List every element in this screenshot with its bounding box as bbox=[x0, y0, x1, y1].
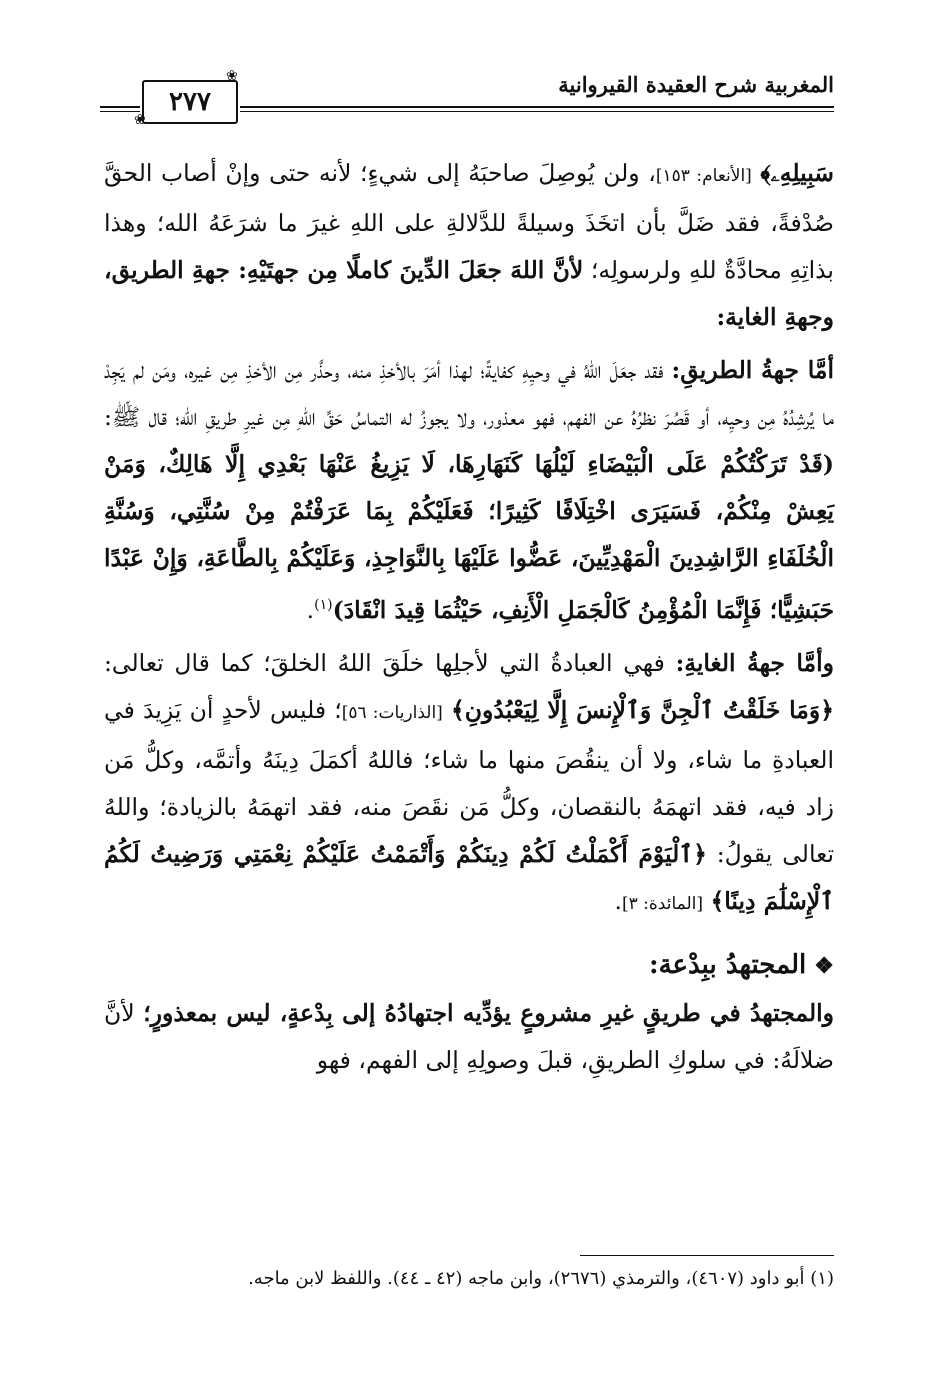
paragraph bbox=[104, 347, 834, 634]
header-rule-thin bbox=[240, 111, 834, 112]
ornament-icon: ❀ bbox=[134, 112, 146, 128]
paragraph-lead: وأمَّا جهةُ الغايةِ: bbox=[675, 648, 834, 677]
verse-reference: [الذاريات: ٥٦] bbox=[341, 702, 443, 723]
header-left-rule bbox=[100, 106, 140, 108]
section-heading bbox=[104, 942, 834, 990]
section-title: المجتهدُ ببِدْعة: bbox=[648, 949, 807, 980]
verse-reference: [الأنعام: ١٥٣] bbox=[655, 166, 752, 186]
paragraph bbox=[104, 990, 834, 1084]
paragraph-text: ؛ فليس لأحدٍ أن يَزِيدَ في العبادةِ ما شاء، ولا أن ينقُصَ منها ما شاء؛ فاللهُ أكمَلَ دِينَهُ وأتمَّه، وكلُّ مَن زاد فيه، فقد اتهمَهُ بالنقصان، وكلُّ مَن نقَصَ منه، فقد اتهمَهُ بالزيادة؛ واللهُ تعالى يقولُ: bbox=[104, 695, 834, 868]
paragraph-text: فهي العبادةُ التي لأجلِها خلَقَ اللهُ الخلقَ؛ كما قال تعالى: bbox=[104, 648, 665, 677]
main-text bbox=[104, 150, 834, 1084]
paragraph bbox=[104, 640, 834, 928]
paragraph-text: فقد جعَلَ اللهُ في وحيِهِ كفايةً؛ لهذا أمَرَ بالأخذِ منه، وحذَّر مِن الأخذِ مِن غيره، ومَن لم يَجِدْ ما يُرشِدُهُ مِن وحيِه، أو قَصُرَ نظرُهُ عن الفهم، فهو معذور، ولا يجوزُ له التماسُ حَقِّ اللهِ مِن غيرِ طريقِ الله؛ قال ﷺ: bbox=[104, 356, 834, 431]
footnote-mark: (١) bbox=[314, 597, 333, 613]
header-rule bbox=[240, 106, 834, 108]
bold-statement: والمجتهدُ في طريقٍ غيرِ مشروعٍ يؤدِّيه اجتهادُهُ إلى بِدْعةٍ، ليس بمعذورٍ؛ bbox=[143, 998, 834, 1027]
footnote bbox=[104, 1264, 834, 1294]
paragraph-lead: أمَّا جهةُ الطريقِ: bbox=[671, 356, 834, 384]
paragraph-end: . bbox=[614, 886, 622, 915]
quran-quote: ﴿ٱلْيَوْمَ أَكْمَلْتُ لَكُمْ دِينَكُمْ وَأَتْمَمْتُ عَلَيْكُمْ نِعْمَتِي وَرَضِيتُ لَكُمُ ٱلْإِسْلَٰمَ دِينًا﴾ bbox=[104, 839, 834, 915]
footnote-text: أبو داود (٤٦٠٧)، والترمذي (٢٦٧٦)، وابن ماجه (٤٢ ـ ٤٤). واللفظ لابن ماجه. bbox=[248, 1268, 805, 1289]
page-header bbox=[100, 66, 834, 128]
section-ornament-icon: ❖ bbox=[814, 952, 834, 979]
page-number: ٢٧٧ bbox=[142, 80, 238, 124]
paragraph bbox=[104, 150, 834, 341]
quran-quote: ﴿وَمَا خَلَقْتُ ٱلْجِنَّ وَٱلْإِنسَ إِلَّا لِيَعْبُدُونِ﴾ bbox=[451, 695, 835, 724]
ornament-icon: ❀ bbox=[226, 68, 238, 84]
paragraph-end: . bbox=[306, 595, 315, 624]
footnote-rule bbox=[580, 1255, 834, 1256]
quran-quote: سَبِيلِهِۦ﴾ bbox=[760, 159, 834, 187]
paragraph-text: لأنَّ ضلالَهُ: في سلوكِ الطريقِ، قبلَ وصولِهِ إلى الفهم، فهو bbox=[104, 998, 834, 1074]
running-title: المغربية شرح العقيدة القيروانية bbox=[558, 72, 834, 97]
verse-reference: [المائدة: ٣] bbox=[621, 893, 704, 914]
footnote-number: (١) bbox=[810, 1268, 834, 1289]
bold-statement: لأنَّ اللهَ جعَلَ الدِّينَ كاملًا مِن جهتَيْهِ: جهةِ الطريق، وجهةِ الغاية: bbox=[104, 256, 834, 331]
hadith-quote: (قَدْ تَرَكْتُكُمْ عَلَى الْبَيْضَاءِ لَيْلُهَا كَنَهَارِهَا، لَا يَزِيغُ عَنْهَا بَعْدِي إِلَّا هَالِكٌ، وَمَنْ يَعِشْ مِنْكُمْ، فَسَيَرَى اخْتِلَافًا كَثِيرًا؛ فَعَلَيْكُمْ بِمَا عَرَفْتُمْ مِنْ سُنَّتِي، وَسُنَّةِ الْخُلَفَاءِ الرَّاشِدِينَ الْمَهْدِيِّينَ، عَضُّوا عَلَيْهَا بِالنَّوَاجِذِ، وَعَلَيْكُمْ بِالطَّاعَةِ، وَإِنْ عَبْدًا حَبَشِيًّا؛ فَإِنَّمَا الْمُؤْمِنُ كَالْجَمَلِ الْأَنِفِ، حَيْثُمَا قِيدَ انْقَادَ) bbox=[104, 450, 834, 624]
paragraph-text: ، ولن يُوصِلَ صاحبَهُ إلى شيءٍ؛ لأنه حتى وإنْ أصاب الحقَّ صُدْفةً، فقد ضَلَّ بأن اتخَذَ وسيلةً للدَّلالةِ على اللهِ غيرَ ما شرَعَهُ الله؛ وهذا بذاتِهِ محادَّةٌ للهِ ولرسولِه؛ bbox=[104, 159, 834, 284]
